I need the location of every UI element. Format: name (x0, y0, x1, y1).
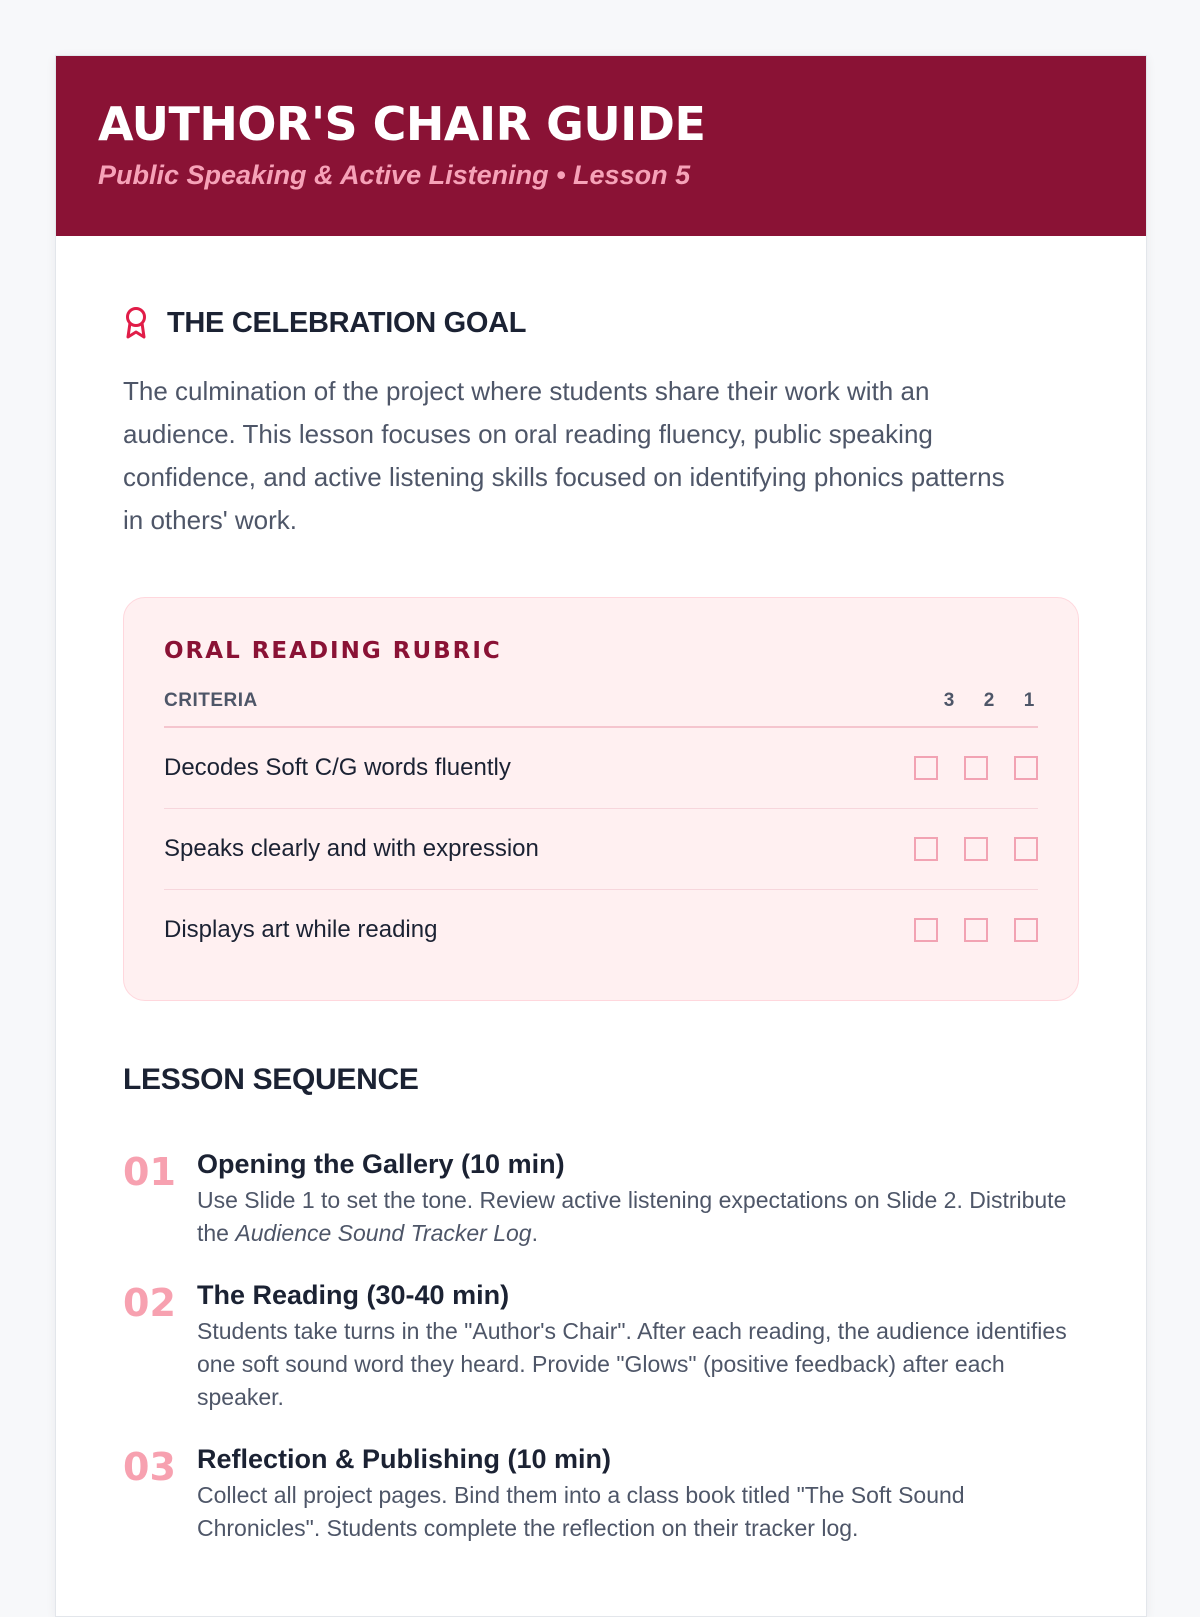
rubric-header-row (164, 690, 1038, 728)
score-2-checkbox[interactable] (964, 918, 988, 942)
guide-card (55, 55, 1147, 1617)
rubric-score-checkboxes (914, 918, 1038, 942)
step-title: The Reading (30-40 min) (197, 1280, 510, 1310)
step-body (197, 1147, 1079, 1250)
score-1-checkbox[interactable] (1014, 837, 1038, 861)
score-1-checkbox[interactable] (1014, 756, 1038, 780)
goal-description: The culmination of the project where students share their work with an audience. This lesson focuses on oral reading fluency, public speaking confidence, and active listening skills focused on identifying phonics patterns in others' work. (123, 376, 1005, 535)
rubric-criterion-label: Displays art while reading (164, 916, 438, 943)
rubric-row (164, 728, 1038, 809)
score-column-headers (940, 690, 1038, 712)
step-title: Opening the Gallery (10 min) (197, 1149, 565, 1179)
page-title: AUTHOR'S CHAIR GUIDE (98, 97, 706, 151)
goal-heading (123, 306, 1079, 340)
score-header-3: 3 (943, 690, 955, 711)
guide-header (56, 56, 1146, 236)
score-1-checkbox[interactable] (1014, 918, 1038, 942)
guide-content (56, 306, 1146, 1545)
lesson-step (123, 1442, 1079, 1545)
rubric-row (164, 809, 1038, 890)
award-ribbon-icon (123, 306, 149, 340)
page-subtitle: Public Speaking & Active Listening • Lesson 5 (98, 160, 691, 190)
step-number: 01 (123, 1150, 176, 1194)
rubric-score-checkboxes (914, 837, 1038, 861)
lesson-steps (123, 1147, 1079, 1545)
step-text-italic: Audience Sound Tracker Log (235, 1220, 532, 1246)
lesson-step (123, 1147, 1079, 1250)
criteria-column-header: CRITERIA (164, 690, 258, 711)
rubric-row (164, 890, 1038, 970)
score-2-checkbox[interactable] (964, 756, 988, 780)
rubric-score-checkboxes (914, 756, 1038, 780)
score-3-checkbox[interactable] (914, 837, 938, 861)
step-body (197, 1442, 1079, 1545)
score-header-1: 1 (1023, 690, 1035, 711)
score-3-checkbox[interactable] (914, 918, 938, 942)
lesson-step (123, 1278, 1079, 1414)
step-description: Collect all project pages. Bind them into a class book titled "The Soft Sound Chronicles". Students complete the reflection on their tracker log. (197, 1482, 965, 1541)
rubric-title: ORAL READING RUBRIC (164, 638, 502, 664)
step-text-part: . (531, 1220, 538, 1246)
step-description: Students take turns in the "Author's Chair". After each reading, the audience identifies one soft sound word they heard. Provide "Glows" (positive feedback) after each speaker. (197, 1318, 1067, 1410)
oral-reading-rubric (123, 597, 1079, 1001)
step-description (197, 1184, 1079, 1250)
step-title: Reflection & Publishing (10 min) (197, 1444, 612, 1474)
rubric-criterion-label: Decodes Soft C/G words fluently (164, 754, 511, 781)
rubric-criterion-label: Speaks clearly and with expression (164, 835, 539, 862)
step-text-part: Use Slide 1 to set the tone. Review active listening expectations on Slide 2. Distribute the (197, 1187, 1067, 1246)
score-header-2: 2 (983, 690, 995, 711)
score-2-checkbox[interactable] (964, 837, 988, 861)
step-body (197, 1278, 1079, 1414)
step-number: 02 (123, 1281, 176, 1325)
score-3-checkbox[interactable] (914, 756, 938, 780)
step-number: 03 (123, 1445, 176, 1489)
goal-title: THE CELEBRATION GOAL (167, 306, 527, 339)
lesson-sequence-title: LESSON SEQUENCE (123, 1063, 419, 1096)
